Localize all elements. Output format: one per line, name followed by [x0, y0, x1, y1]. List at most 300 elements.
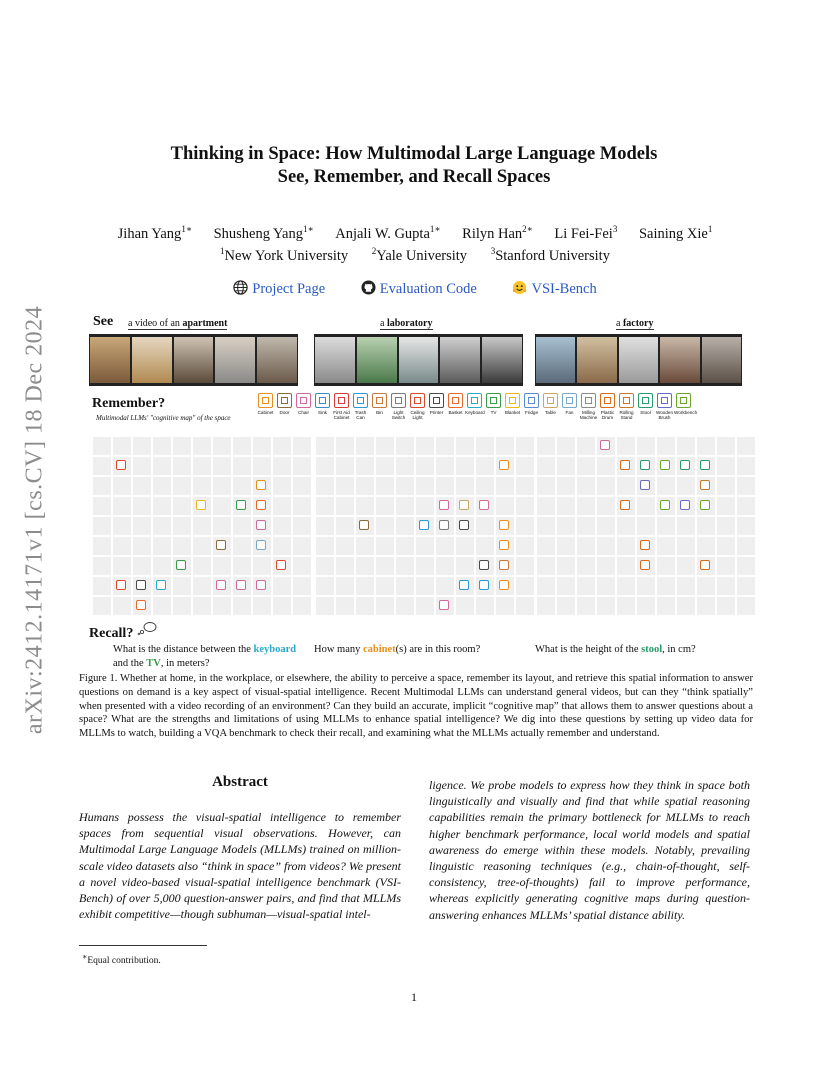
- legend-label: [370, 410, 389, 415]
- see-laboratory-caption: a laboratory: [380, 318, 433, 329]
- map-cell: [496, 437, 514, 455]
- apartment-video-strip: [89, 334, 298, 386]
- map-cell: [476, 517, 494, 535]
- legend-label-line1: Table: [545, 410, 556, 415]
- map-cell: [153, 597, 171, 615]
- map-cell: [376, 437, 394, 455]
- legend-label: [351, 410, 370, 420]
- legend-item: [351, 393, 370, 420]
- map-cell: [557, 597, 575, 615]
- object-icon: [638, 393, 653, 408]
- map-cell: [637, 457, 655, 475]
- map-cell: [416, 517, 434, 535]
- object-icon: [334, 393, 349, 408]
- map-cell: [253, 537, 271, 555]
- legend-label-line2: Switch: [391, 415, 406, 420]
- map-object-icon: [680, 500, 690, 510]
- legend-label-line1: Basket: [448, 410, 463, 415]
- map-cell: [233, 537, 251, 555]
- map-cell: [717, 437, 735, 455]
- map-cell: [253, 437, 271, 455]
- map-cell: [597, 537, 615, 555]
- map-cell: [416, 457, 434, 475]
- legend-item: [522, 393, 541, 420]
- legend-label: [579, 410, 598, 420]
- map-cell: [336, 457, 354, 475]
- legend-label-line1: Chair: [298, 410, 309, 415]
- map-cell: [153, 457, 171, 475]
- map-cell: [677, 597, 695, 615]
- map-cell: [637, 517, 655, 535]
- legend-label: [332, 410, 351, 420]
- map-cell: [436, 437, 454, 455]
- map-cell: [113, 517, 131, 535]
- map-cell: [456, 457, 474, 475]
- map-object-icon: [479, 500, 489, 510]
- map-cell: [133, 437, 151, 455]
- vsi-bench-link[interactable]: VSI-Bench: [512, 281, 596, 297]
- legend-item: [598, 393, 617, 420]
- map-cell: [133, 517, 151, 535]
- map-object-icon: [116, 580, 126, 590]
- map-cell: [697, 577, 715, 595]
- legend-label-line1: Blanket: [504, 410, 521, 415]
- map-cell: [557, 457, 575, 475]
- map-cell: [637, 497, 655, 515]
- legend-label: [655, 410, 674, 420]
- legend-label: [617, 410, 636, 420]
- legend-label: [541, 410, 560, 415]
- map-cell: [516, 457, 534, 475]
- map-cell: [496, 457, 514, 475]
- figure-caption: Figure 1. Whether at home, in the workplace, or elsewhere, the ability to perceive a space, remember its layout, and retrieve this spatial information to answer questions on demand is a key aspect of visual-spatial intelligence. Recent Multimodal LLMs can understand general videos, but can they “think spatially” when presented with a video recording of an environment? Can they build an accurate, implicit “cognitive map” that allows them to answer questions about a space? What are the strengths and limitations of using MLLMs to enhance spatial intelligence? We dig into these questions by setting up video data for MLLMs to watch, building a VQA benchmark to check their recall, and examining what the MLLMs actually remember and understand.: [79, 673, 753, 740]
- legend-item: [446, 393, 465, 420]
- map-cell: [456, 497, 474, 515]
- map-cell: [93, 477, 111, 495]
- legend-item: [275, 393, 294, 420]
- map-cell: [537, 577, 555, 595]
- apartment-cognitive-map: [93, 437, 311, 615]
- map-object-icon: [660, 460, 670, 470]
- author: Jihan Yang$^{1∗}$: [117, 224, 192, 242]
- map-cell: [717, 537, 735, 555]
- map-cell: [557, 517, 575, 535]
- map-cell: [677, 477, 695, 495]
- map-cell: [396, 557, 414, 575]
- legend-label: [522, 410, 541, 415]
- map-cell: [133, 597, 151, 615]
- map-cell: [516, 577, 534, 595]
- legend-label-line2: Stand: [620, 415, 633, 420]
- map-object-icon: [479, 580, 489, 590]
- map-cell: [737, 517, 755, 535]
- map-cell: [496, 597, 514, 615]
- map-cell: [617, 537, 635, 555]
- map-cell: [657, 477, 675, 495]
- map-cell: [657, 497, 675, 515]
- map-cell: [717, 497, 735, 515]
- map-cell: [253, 577, 271, 595]
- map-cell: [293, 477, 311, 495]
- map-cell: [697, 437, 715, 455]
- map-cell: [537, 537, 555, 555]
- map-cell: [193, 577, 211, 595]
- map-cell: [537, 457, 555, 475]
- object-icon: [258, 393, 273, 408]
- map-cell: [153, 517, 171, 535]
- map-object-icon: [620, 500, 630, 510]
- map-cell: [577, 437, 595, 455]
- map-cell: [213, 457, 231, 475]
- map-cell: [356, 597, 374, 615]
- legend-label-line1: Light: [393, 410, 404, 415]
- map-cell: [93, 457, 111, 475]
- map-object-icon: [640, 480, 650, 490]
- object-icon: [296, 393, 311, 408]
- map-cell: [657, 537, 675, 555]
- object-icon: [315, 393, 330, 408]
- map-cell: [697, 497, 715, 515]
- laboratory-cognitive-map: [316, 437, 534, 615]
- map-cell: [516, 557, 534, 575]
- legend-item: [636, 393, 655, 420]
- see-label: See: [93, 314, 114, 329]
- see-factory-caption: a factory: [616, 318, 654, 329]
- map-cell: [597, 497, 615, 515]
- map-cell: [133, 457, 151, 475]
- map-cell: [376, 577, 394, 595]
- map-cell: [113, 497, 131, 515]
- map-object-icon: [640, 540, 650, 550]
- map-cell: [496, 557, 514, 575]
- map-cell: [637, 537, 655, 555]
- object-icon: [486, 393, 501, 408]
- legend-label: [427, 410, 446, 415]
- map-cell: [376, 517, 394, 535]
- legend-label-line1: Fan: [565, 410, 574, 415]
- map-cell: [273, 437, 291, 455]
- object-icon: [543, 393, 558, 408]
- object-legend: [256, 393, 698, 420]
- map-cell: [233, 477, 251, 495]
- map-cell: [496, 517, 514, 535]
- map-cell: [476, 557, 494, 575]
- map-cell: [253, 477, 271, 495]
- map-cell: [133, 497, 151, 515]
- map-cell: [697, 517, 715, 535]
- legend-item: [503, 393, 522, 420]
- map-cell: [516, 497, 534, 515]
- map-cell: [316, 497, 334, 515]
- legend-item: [484, 393, 503, 420]
- map-cell: [396, 537, 414, 555]
- legend-label: [465, 410, 484, 415]
- map-cell: [293, 437, 311, 455]
- map-object-icon: [276, 560, 286, 570]
- map-cell: [233, 457, 251, 475]
- legend-label-line1: Wooden: [655, 410, 674, 415]
- map-cell: [416, 577, 434, 595]
- map-cell: [737, 557, 755, 575]
- map-cell: [316, 537, 334, 555]
- map-object-icon: [640, 460, 650, 470]
- map-cell: [153, 557, 171, 575]
- author: Rilyn Han$^{2∗}$: [462, 224, 533, 242]
- map-cell: [617, 517, 635, 535]
- map-cell: [396, 517, 414, 535]
- map-cell: [173, 557, 191, 575]
- map-cell: [233, 597, 251, 615]
- map-cell: [697, 477, 715, 495]
- affiliations: [70, 241, 760, 266]
- map-cell: [133, 577, 151, 595]
- map-cell: [597, 557, 615, 575]
- object-icon: [372, 393, 387, 408]
- globe-icon: [233, 280, 248, 295]
- legend-label-line1: Sink: [318, 410, 327, 415]
- object-icon: [448, 393, 463, 408]
- object-icon: [657, 393, 672, 408]
- map-cell: [233, 437, 251, 455]
- map-cell: [356, 457, 374, 475]
- object-icon: [467, 393, 482, 408]
- map-cell: [537, 497, 555, 515]
- author: Li Fei-Fei$^3$: [554, 224, 618, 242]
- map-object-icon: [499, 540, 509, 550]
- map-cell: [416, 477, 434, 495]
- footnote-rule: [79, 945, 207, 946]
- map-cell: [677, 557, 695, 575]
- project-page-link[interactable]: Project Page: [233, 281, 329, 297]
- factory-video-strip: [535, 334, 742, 386]
- map-object-icon: [256, 540, 266, 550]
- map-cell: [577, 517, 595, 535]
- map-cell: [336, 557, 354, 575]
- legend-label-line2: Machine: [579, 415, 598, 420]
- map-object-icon: [156, 580, 166, 590]
- map-object-icon: [700, 500, 710, 510]
- author: Saining Xie$^1$: [638, 224, 713, 242]
- map-cell: [657, 517, 675, 535]
- map-cell: [537, 557, 555, 575]
- legend-label-line1: Keyboard: [465, 410, 485, 415]
- map-cell: [677, 457, 695, 475]
- legend-item: [560, 393, 579, 420]
- map-cell: [93, 517, 111, 535]
- map-cell: [113, 437, 131, 455]
- map-cell: [273, 577, 291, 595]
- map-object-icon: [660, 500, 670, 510]
- map-cell: [316, 477, 334, 495]
- map-object-icon: [439, 520, 449, 530]
- map-cell: [476, 597, 494, 615]
- map-cell: [496, 477, 514, 495]
- map-object-icon: [439, 500, 449, 510]
- map-cell: [456, 437, 474, 455]
- legend-item: [408, 393, 427, 420]
- laboratory-video-strip: [314, 334, 523, 386]
- map-cell: [253, 597, 271, 615]
- map-cell: [93, 497, 111, 515]
- map-object-icon: [499, 520, 509, 530]
- evaluation-code-link[interactable]: Evaluation Code: [361, 281, 481, 297]
- object-icon: [619, 393, 634, 408]
- legend-label-line1: Cabinet: [257, 410, 274, 415]
- map-cell: [436, 497, 454, 515]
- legend-item: [617, 393, 636, 420]
- map-cell: [133, 557, 151, 575]
- map-cell: [697, 597, 715, 615]
- map-cell: [737, 597, 755, 615]
- map-cell: [657, 457, 675, 475]
- map-cell: [153, 477, 171, 495]
- legend-label: [598, 410, 617, 420]
- legend-label: [503, 410, 522, 415]
- map-cell: [356, 477, 374, 495]
- abstract-heading: Abstract: [212, 774, 268, 790]
- object-icon: [353, 393, 368, 408]
- map-cell: [253, 457, 271, 475]
- map-object-icon: [256, 480, 266, 490]
- map-object-icon: [256, 500, 266, 510]
- object-icon: [524, 393, 539, 408]
- map-cell: [173, 477, 191, 495]
- map-cell: [677, 577, 695, 595]
- map-object-icon: [136, 600, 146, 610]
- map-cell: [273, 457, 291, 475]
- map-cell: [336, 537, 354, 555]
- map-object-icon: [499, 580, 509, 590]
- legend-label-line2: Light: [412, 415, 423, 420]
- map-cell: [356, 537, 374, 555]
- map-cell: [173, 597, 191, 615]
- map-cell: [193, 497, 211, 515]
- map-object-icon: [700, 560, 710, 570]
- legend-item: [579, 393, 598, 420]
- map-cell: [436, 537, 454, 555]
- map-cell: [617, 497, 635, 515]
- map-cell: [113, 577, 131, 595]
- map-cell: [213, 477, 231, 495]
- legend-label-line1: First Aid: [333, 410, 350, 415]
- map-cell: [597, 457, 615, 475]
- map-cell: [253, 497, 271, 515]
- map-cell: [193, 597, 211, 615]
- legend-item: [655, 393, 674, 420]
- map-cell: [717, 577, 735, 595]
- remember-label: Remember?: [92, 396, 166, 411]
- map-cell: [476, 537, 494, 555]
- map-cell: [273, 597, 291, 615]
- map-cell: [577, 577, 595, 595]
- map-cell: [273, 557, 291, 575]
- map-cell: [697, 457, 715, 475]
- map-cell: [133, 537, 151, 555]
- map-cell: [213, 517, 231, 535]
- github-icon: [361, 280, 376, 295]
- map-cell: [253, 517, 271, 535]
- object-icon: [429, 393, 444, 408]
- abstract-right-column: ligence. We probe models to express how they think in space both linguistically and visually and find that while spatial reasoning capabilities remain the primary bottleneck for MLLMs to reach higher benchmark performance, local world models and spatial awareness do emerge within these models. Notably, prevailing linguistic reasoning techniques (e.g., chain-of-thought, self-consistency, tree-of-thoughts) fail to improve performance, whereas explicitly generating cognitive maps during question-answering enhances MLLMs’ spatial distance ability.: [429, 778, 750, 922]
- map-cell: [637, 577, 655, 595]
- map-object-icon: [196, 500, 206, 510]
- map-cell: [436, 557, 454, 575]
- legend-label-line2: Can: [356, 415, 365, 420]
- map-object-icon: [700, 460, 710, 470]
- legend-label-line2: Drum: [601, 415, 614, 420]
- map-object-icon: [459, 520, 469, 530]
- map-cell: [253, 557, 271, 575]
- map-cell: [516, 437, 534, 455]
- map-cell: [93, 437, 111, 455]
- map-cell: [273, 477, 291, 495]
- legend-label: [408, 410, 427, 420]
- map-cell: [376, 457, 394, 475]
- map-cell: [597, 437, 615, 455]
- factory-cognitive-map: [537, 437, 755, 615]
- map-cell: [113, 597, 131, 615]
- recall-question-count: How many cabinet(s) are in this room?: [314, 644, 481, 655]
- footnote: ∗Equal contribution.: [82, 952, 161, 967]
- map-cell: [537, 517, 555, 535]
- map-cell: [293, 577, 311, 595]
- map-object-icon: [236, 580, 246, 590]
- map-cell: [416, 437, 434, 455]
- map-object-icon: [459, 500, 469, 510]
- map-cell: [677, 537, 695, 555]
- map-cell: [657, 437, 675, 455]
- map-cell: [233, 577, 251, 595]
- map-cell: [356, 497, 374, 515]
- map-cell: [336, 497, 354, 515]
- map-cell: [213, 597, 231, 615]
- recall-question-height: What is the height of the stool, in cm?: [535, 644, 696, 655]
- map-cell: [113, 537, 131, 555]
- map-cell: [316, 457, 334, 475]
- map-cell: [93, 537, 111, 555]
- map-cell: [416, 557, 434, 575]
- map-cell: [336, 577, 354, 595]
- map-cell: [737, 457, 755, 475]
- map-cell: [557, 497, 575, 515]
- map-object-icon: [700, 480, 710, 490]
- legend-label-line2: Brush: [658, 415, 671, 420]
- map-cell: [293, 497, 311, 515]
- map-object-icon: [680, 460, 690, 470]
- map-cell: [376, 597, 394, 615]
- map-object-icon: [499, 460, 509, 470]
- map-cell: [396, 477, 414, 495]
- legend-item: [465, 393, 484, 420]
- abstract-left-column: Humans possess the visual-spatial intelligence to remember spaces from sequential visual observations. However, can Multimodal Large Language Models (MLLMs) trained on million-scale video datasets also “think in space” from videos? We present a novel video-based visual-spatial intelligence benchmark (VSI-Bench) of over 5,000 question-answer pairs, and find that MLLMs exhibit competitive—though subhuman—visual-spatial intel-: [79, 810, 401, 922]
- map-cell: [173, 437, 191, 455]
- legend-label-line1: Rolling: [619, 410, 634, 415]
- map-cell: [637, 477, 655, 495]
- object-icon: [562, 393, 577, 408]
- legend-label: [674, 410, 698, 415]
- map-object-icon: [419, 520, 429, 530]
- legend-item: [674, 393, 698, 420]
- legend-label-line1: Door: [279, 410, 290, 415]
- legend-item: [294, 393, 313, 420]
- map-cell: [193, 457, 211, 475]
- map-object-icon: [176, 560, 186, 570]
- map-cell: [336, 477, 354, 495]
- legend-item: [427, 393, 446, 420]
- map-cell: [577, 477, 595, 495]
- map-object-icon: [479, 560, 489, 570]
- map-cell: [233, 557, 251, 575]
